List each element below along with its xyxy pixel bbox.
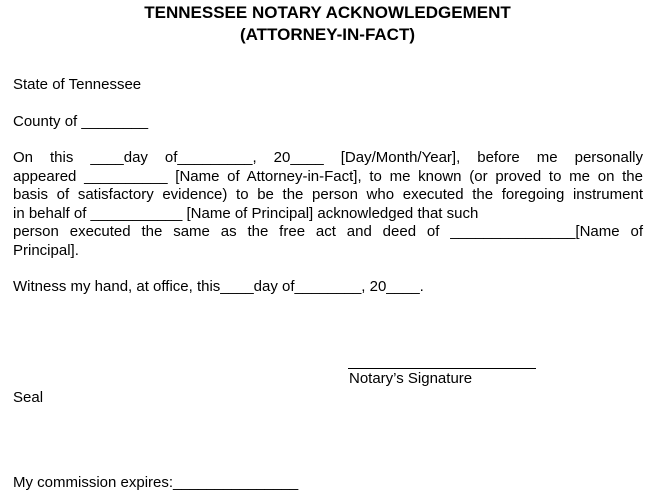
paragraph-line: On this ____day of_________, 20____ [Day/Month/Year], before me personally <box>13 149 643 166</box>
paragraph-line: person executed the same as the free act and deed of _______________[Name of <box>13 223 643 240</box>
signature-line <box>348 368 536 369</box>
paragraph-line: basis of satisfactory evidence) to be the person who executed the foregoing instrument <box>13 186 643 203</box>
paragraph-line: Principal]. <box>13 241 79 259</box>
paragraph-line: in behalf of ___________ [Name of Principal] acknowledged that such <box>13 204 479 222</box>
paragraph-line: appeared __________ [Name of Attorney-in-Fact], to me known (or proved to me on the <box>13 167 643 185</box>
state-line: State of Tennessee <box>13 76 142 93</box>
seal-label: Seal <box>13 389 44 406</box>
document-title: TENNESSEE NOTARY ACKNOWLEDGEMENT <box>144 3 511 22</box>
witness-line: Witness my hand, at office, this____day of________, 20____. <box>13 278 424 295</box>
commission-line: My commission expires:_______________ <box>13 474 299 491</box>
signature-label: Notary’s Signature <box>349 370 473 387</box>
acknowledgement-paragraph <box>13 149 643 260</box>
document-subtitle: (ATTORNEY-IN-FACT) <box>239 25 416 44</box>
county-line: County of ________ <box>13 113 149 130</box>
